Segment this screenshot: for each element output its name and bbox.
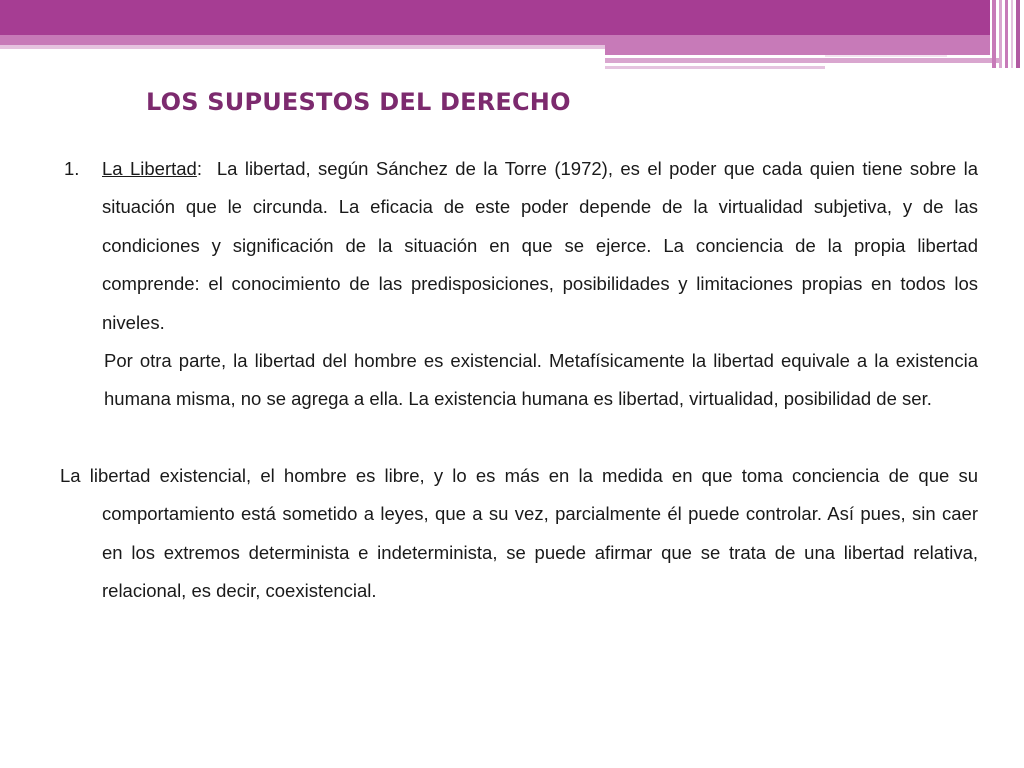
header-accent-line [825,55,947,57]
header-stripe-4 [1011,0,1013,68]
list-number: 1. [64,158,80,179]
header-stripe-1 [992,0,996,68]
header-accent-bar-1 [605,45,990,55]
header-stripe-3 [1005,0,1008,68]
term-separator: : [196,158,202,179]
header-band-light [0,35,990,45]
closing-paragraph: La libertad existencial, el hombre es libre, y lo es más en la medida en que toma conciencia de que su comportamiento está sometido a leyes, que a su vez, parcialmente él puede controlar. Así pues, sin caer en los extremos determinista e indeterminista, se puede afirmar que se trata de una libertad relativa, relacional, es decir, coexistencial. [60,464,978,602]
header-accent-bar-2 [605,58,1000,63]
continuation-paragraph: Por otra parte, la libertad del hombre es existencial. Metafísicamente la libertad equivale a la existencia humana misma, no se agrega a ella. La existencia humana es libertad, virtualidad, posibilidad de ser. [104,350,978,410]
list-item-text [102,150,984,342]
header-stripe-5 [1016,0,1020,68]
term-la-libertad: La Libertad [102,158,197,179]
definition-text: La libertad, según Sánchez de la Torre (1972), es el poder que cada quien tiene sobre la situación que le circunda. La eficacia de este poder depende de la virtualidad subjetiva, y de las condiciones y significación de la situación en que se ejerce. La conciencia de la propia libertad comprende: el conocimiento de las predisposiciones, posibilidades y limitaciones propias en todos los niveles. [102,158,984,333]
slide-body [60,150,984,610]
list-item-libertad [60,150,984,342]
header-band-pale [0,45,605,49]
slide-title: LOS SUPUESTOS DEL DERECHO [146,88,571,116]
header-accent-bar-3 [605,66,825,69]
header-band-dark [0,0,990,35]
header-stripe-2 [999,0,1002,68]
